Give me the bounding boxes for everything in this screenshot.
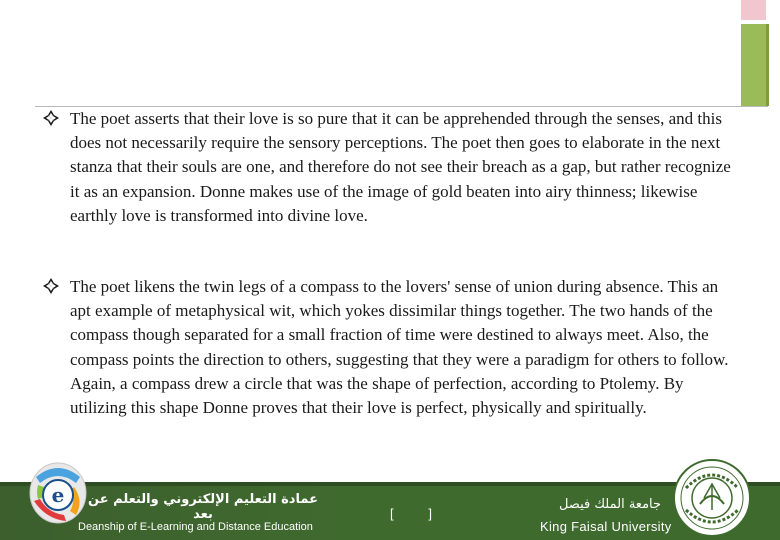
bullet-paragraph-2 bbox=[42, 275, 732, 420]
corner-accent-pink bbox=[741, 0, 766, 20]
bullet-text-2: The poet likens the twin legs of a compass to the lovers' sense of union during absence. This an apt example of metaphysical wit, which yokes dissimilar things together. The two hands of the compass though separated for a small fraction of time were destined to always meet. Also, the compass points the direction to others, suggesting that they were a paradigm for others to follow. Again, a compass drew a circle that was the shape of perfection, according to Ptolemy. By utilizing this shape Donne proves that their love is perfect, physically and spiritually. bbox=[70, 277, 729, 418]
university-arabic-label: جامعة الملك فيصل bbox=[558, 497, 662, 512]
diamond-bullet-icon bbox=[42, 277, 60, 295]
diamond-bullet-icon bbox=[42, 109, 60, 127]
page-close-bracket: ] bbox=[428, 506, 432, 521]
corner-accent-green-edge bbox=[766, 24, 769, 106]
elearning-logo-icon bbox=[26, 457, 90, 527]
deanship-arabic-label: عمادة التعليم الإلكتروني والتعلم عن بعد bbox=[88, 492, 318, 522]
page-number bbox=[390, 506, 432, 521]
university-english-label: King Faisal University bbox=[540, 519, 672, 534]
page-open-bracket: [ bbox=[390, 506, 394, 521]
footer-top-shade bbox=[0, 482, 780, 486]
deanship-english-label: Deanship of E-Learning and Distance Education bbox=[78, 521, 313, 533]
corner-accent-green bbox=[741, 24, 766, 106]
bullet-text-1: The poet asserts that their love is so pure that it can be apprehended through the senses, and this does not necessarily require the sensory perceptions. The poet then goes to elaborate in the next stanza that their souls are one, and therefore do not see their breach as a gap, but rather recognize it as an expansion. Donne makes use of the image of gold beaten into airy thinness; likewise earthly love is transformed into divine love. bbox=[70, 109, 731, 225]
university-seal-icon bbox=[672, 458, 752, 538]
bullet-paragraph-1 bbox=[42, 107, 732, 228]
svg-text:e: e bbox=[51, 483, 65, 507]
